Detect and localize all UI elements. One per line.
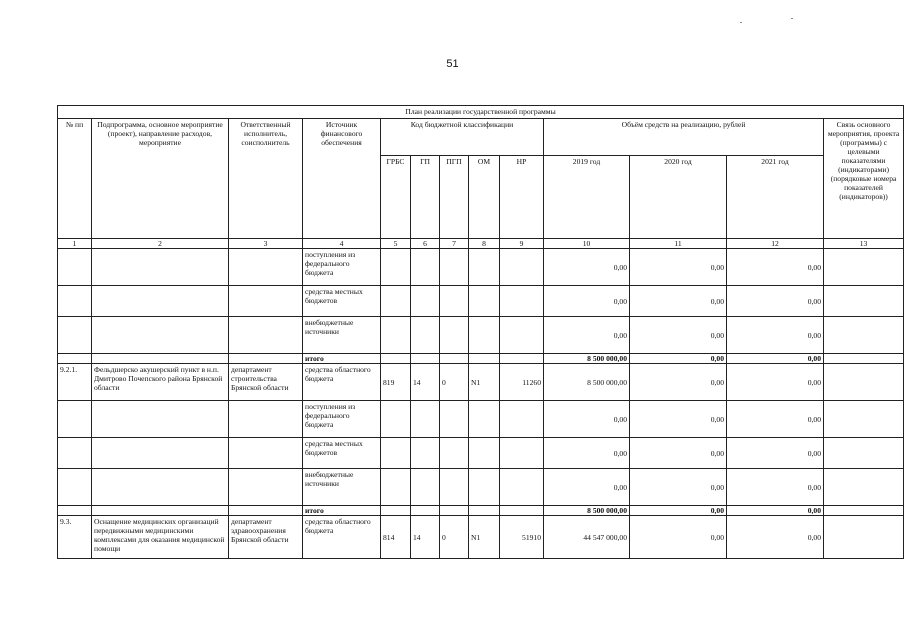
row-grbs: 814 xyxy=(381,516,411,559)
column-number: 11 xyxy=(630,239,727,249)
row-link xyxy=(824,354,904,364)
row-amount-2021: 0,00 xyxy=(727,506,824,516)
row-np: 51910 xyxy=(500,516,544,559)
row-num xyxy=(58,317,92,354)
table-row xyxy=(58,364,904,401)
row-link xyxy=(824,249,904,286)
row-amount-2019: 0,00 xyxy=(544,469,630,506)
row-gp xyxy=(411,286,440,317)
table-row xyxy=(58,317,904,354)
row-amount-2020: 0,00 xyxy=(630,401,727,438)
row-amount-2020: 0,00 xyxy=(630,506,727,516)
row-program xyxy=(92,438,229,469)
header-pgp: ПГП xyxy=(440,156,469,239)
row-source: средства местных бюджетов xyxy=(303,438,381,469)
row-grbs xyxy=(381,286,411,317)
row-amount-2019: 0,00 xyxy=(544,401,630,438)
row-om xyxy=(469,317,500,354)
row-executor: департамент здравоохранения Брянской области xyxy=(229,516,303,559)
row-amount-2019: 8 500 000,00 xyxy=(544,354,630,364)
row-program: Оснащение медицинских организаций передвижными медицинскими комплексами для оказания медицинской помощи xyxy=(92,516,229,559)
scan-speck xyxy=(740,22,742,23)
row-num: 9.2.1. xyxy=(58,364,92,401)
row-amount-2019: 0,00 xyxy=(544,249,630,286)
row-pgp xyxy=(440,317,469,354)
row-amount-2019: 8 500 000,00 xyxy=(544,506,630,516)
row-amount-2021: 0,00 xyxy=(727,317,824,354)
row-pgp xyxy=(440,286,469,317)
row-om: N1 xyxy=(469,516,500,559)
row-amount-2020: 0,00 xyxy=(630,286,727,317)
row-om xyxy=(469,506,500,516)
row-executor xyxy=(229,354,303,364)
row-gp xyxy=(411,317,440,354)
row-amount-2020: 0,00 xyxy=(630,469,727,506)
row-gp xyxy=(411,469,440,506)
column-number: 4 xyxy=(303,239,381,249)
row-executor xyxy=(229,286,303,317)
column-number: 6 xyxy=(411,239,440,249)
row-amount-2021: 0,00 xyxy=(727,469,824,506)
row-amount-2020: 0,00 xyxy=(630,354,727,364)
row-link xyxy=(824,438,904,469)
row-num xyxy=(58,401,92,438)
row-program xyxy=(92,249,229,286)
row-pgp: 0 xyxy=(440,516,469,559)
row-source: средства местных бюджетов xyxy=(303,286,381,317)
table-row xyxy=(58,286,904,317)
header-2019: 2019 год xyxy=(544,156,630,239)
row-link xyxy=(824,506,904,516)
row-gp: 14 xyxy=(411,516,440,559)
table-row xyxy=(58,438,904,469)
row-source: средства областного бюджета xyxy=(303,364,381,401)
row-pgp xyxy=(440,506,469,516)
row-num: 9.3. xyxy=(58,516,92,559)
row-executor xyxy=(229,506,303,516)
header-om: ОМ xyxy=(469,156,500,239)
row-gp xyxy=(411,249,440,286)
table-row xyxy=(58,401,904,438)
row-program xyxy=(92,469,229,506)
row-source: поступления из федерального бюджета xyxy=(303,249,381,286)
header-grbs: ГРБС xyxy=(381,156,411,239)
row-link xyxy=(824,469,904,506)
row-amount-2019: 0,00 xyxy=(544,286,630,317)
row-executor xyxy=(229,438,303,469)
column-number: 9 xyxy=(500,239,544,249)
header-num: № пп xyxy=(58,119,92,239)
row-amount-2020: 0,00 xyxy=(630,438,727,469)
row-grbs xyxy=(381,438,411,469)
table-title: План реализации государственной программы xyxy=(58,106,904,119)
scan-speck xyxy=(791,18,793,19)
header-np: НР xyxy=(500,156,544,239)
page-number: 51 xyxy=(446,58,459,70)
row-np xyxy=(500,506,544,516)
row-num xyxy=(58,354,92,364)
row-pgp xyxy=(440,354,469,364)
row-np xyxy=(500,286,544,317)
row-amount-2020: 0,00 xyxy=(630,516,727,559)
row-amount-2021: 0,00 xyxy=(727,401,824,438)
row-np xyxy=(500,354,544,364)
row-gp xyxy=(411,354,440,364)
row-grbs xyxy=(381,249,411,286)
header-source: Источник финансового обеспечения xyxy=(303,119,381,239)
row-program xyxy=(92,286,229,317)
column-number: 7 xyxy=(440,239,469,249)
row-source: внебюджетные источники xyxy=(303,317,381,354)
row-np xyxy=(500,401,544,438)
row-executor: департамент строительства Брянской области xyxy=(229,364,303,401)
column-number: 2 xyxy=(92,239,229,249)
row-num xyxy=(58,286,92,317)
row-gp: 14 xyxy=(411,364,440,401)
row-grbs xyxy=(381,354,411,364)
row-link xyxy=(824,317,904,354)
row-om: N1 xyxy=(469,364,500,401)
row-link xyxy=(824,286,904,317)
row-grbs: 819 xyxy=(381,364,411,401)
row-np xyxy=(500,249,544,286)
row-amount-2019: 44 547 000,00 xyxy=(544,516,630,559)
table-row xyxy=(58,249,904,286)
row-program xyxy=(92,506,229,516)
row-link xyxy=(824,401,904,438)
row-amount-2021: 0,00 xyxy=(727,354,824,364)
row-om xyxy=(469,401,500,438)
table-row xyxy=(58,469,904,506)
plan-table xyxy=(57,105,904,559)
row-num xyxy=(58,506,92,516)
row-executor xyxy=(229,317,303,354)
row-grbs xyxy=(381,401,411,438)
row-amount-2021: 0,00 xyxy=(727,364,824,401)
row-source: итого xyxy=(303,354,381,364)
header-link: Связь основного мероприятия, проекта (программы) с целевыми показателями (индикаторами) (порядковые номера показателей (индикаторов)) xyxy=(824,119,904,239)
row-source: итого xyxy=(303,506,381,516)
row-program xyxy=(92,317,229,354)
row-amount-2019: 0,00 xyxy=(544,438,630,469)
row-num xyxy=(58,469,92,506)
column-number: 10 xyxy=(544,239,630,249)
row-pgp xyxy=(440,249,469,286)
row-gp xyxy=(411,506,440,516)
row-pgp: 0 xyxy=(440,364,469,401)
row-grbs xyxy=(381,317,411,354)
row-grbs xyxy=(381,506,411,516)
header-2020: 2020 год xyxy=(630,156,727,239)
row-amount-2019: 0,00 xyxy=(544,317,630,354)
row-np xyxy=(500,438,544,469)
row-om xyxy=(469,354,500,364)
row-gp xyxy=(411,401,440,438)
row-program: Фельдшерско акушерский пункт в н.п. Дмитрово Почепского района Брянской области xyxy=(92,364,229,401)
row-amount-2020: 0,00 xyxy=(630,364,727,401)
column-number: 1 xyxy=(58,239,92,249)
row-link xyxy=(824,516,904,559)
row-amount-2021: 0,00 xyxy=(727,516,824,559)
row-amount-2021: 0,00 xyxy=(727,249,824,286)
header-gp: ГП xyxy=(411,156,440,239)
row-amount-2021: 0,00 xyxy=(727,438,824,469)
column-numbers-row xyxy=(58,239,904,249)
header-program: Подпрограмма, основное мероприятие (проект), направление расходов, мероприятие xyxy=(92,119,229,239)
row-num xyxy=(58,249,92,286)
row-num xyxy=(58,438,92,469)
row-executor xyxy=(229,401,303,438)
row-amount-2021: 0,00 xyxy=(727,286,824,317)
row-source: внебюджетные источники xyxy=(303,469,381,506)
row-gp xyxy=(411,438,440,469)
header-2021: 2021 год xyxy=(727,156,824,239)
row-np: 11260 xyxy=(500,364,544,401)
row-amount-2020: 0,00 xyxy=(630,249,727,286)
row-np xyxy=(500,317,544,354)
row-pgp xyxy=(440,469,469,506)
row-np xyxy=(500,469,544,506)
row-om xyxy=(469,286,500,317)
row-amount-2020: 0,00 xyxy=(630,317,727,354)
header-executor: Ответственный исполнитель, соисполнитель xyxy=(229,119,303,239)
row-program xyxy=(92,401,229,438)
header-volume: Объём средств на реализацию, рублей xyxy=(544,119,824,156)
column-number: 5 xyxy=(381,239,411,249)
column-number: 8 xyxy=(469,239,500,249)
row-pgp xyxy=(440,438,469,469)
row-om xyxy=(469,249,500,286)
table-row xyxy=(58,354,904,364)
row-link xyxy=(824,364,904,401)
header-budget-code: Код бюджетной классификации xyxy=(381,119,544,156)
row-executor xyxy=(229,249,303,286)
row-om xyxy=(469,438,500,469)
table-row xyxy=(58,516,904,559)
column-number: 13 xyxy=(824,239,904,249)
row-om xyxy=(469,469,500,506)
row-grbs xyxy=(381,469,411,506)
column-number: 12 xyxy=(727,239,824,249)
row-source: средства областного бюджета xyxy=(303,516,381,559)
row-amount-2019: 8 500 000,00 xyxy=(544,364,630,401)
row-source: поступления из федерального бюджета xyxy=(303,401,381,438)
row-executor xyxy=(229,469,303,506)
table-row xyxy=(58,506,904,516)
column-number: 3 xyxy=(229,239,303,249)
row-program xyxy=(92,354,229,364)
row-pgp xyxy=(440,401,469,438)
